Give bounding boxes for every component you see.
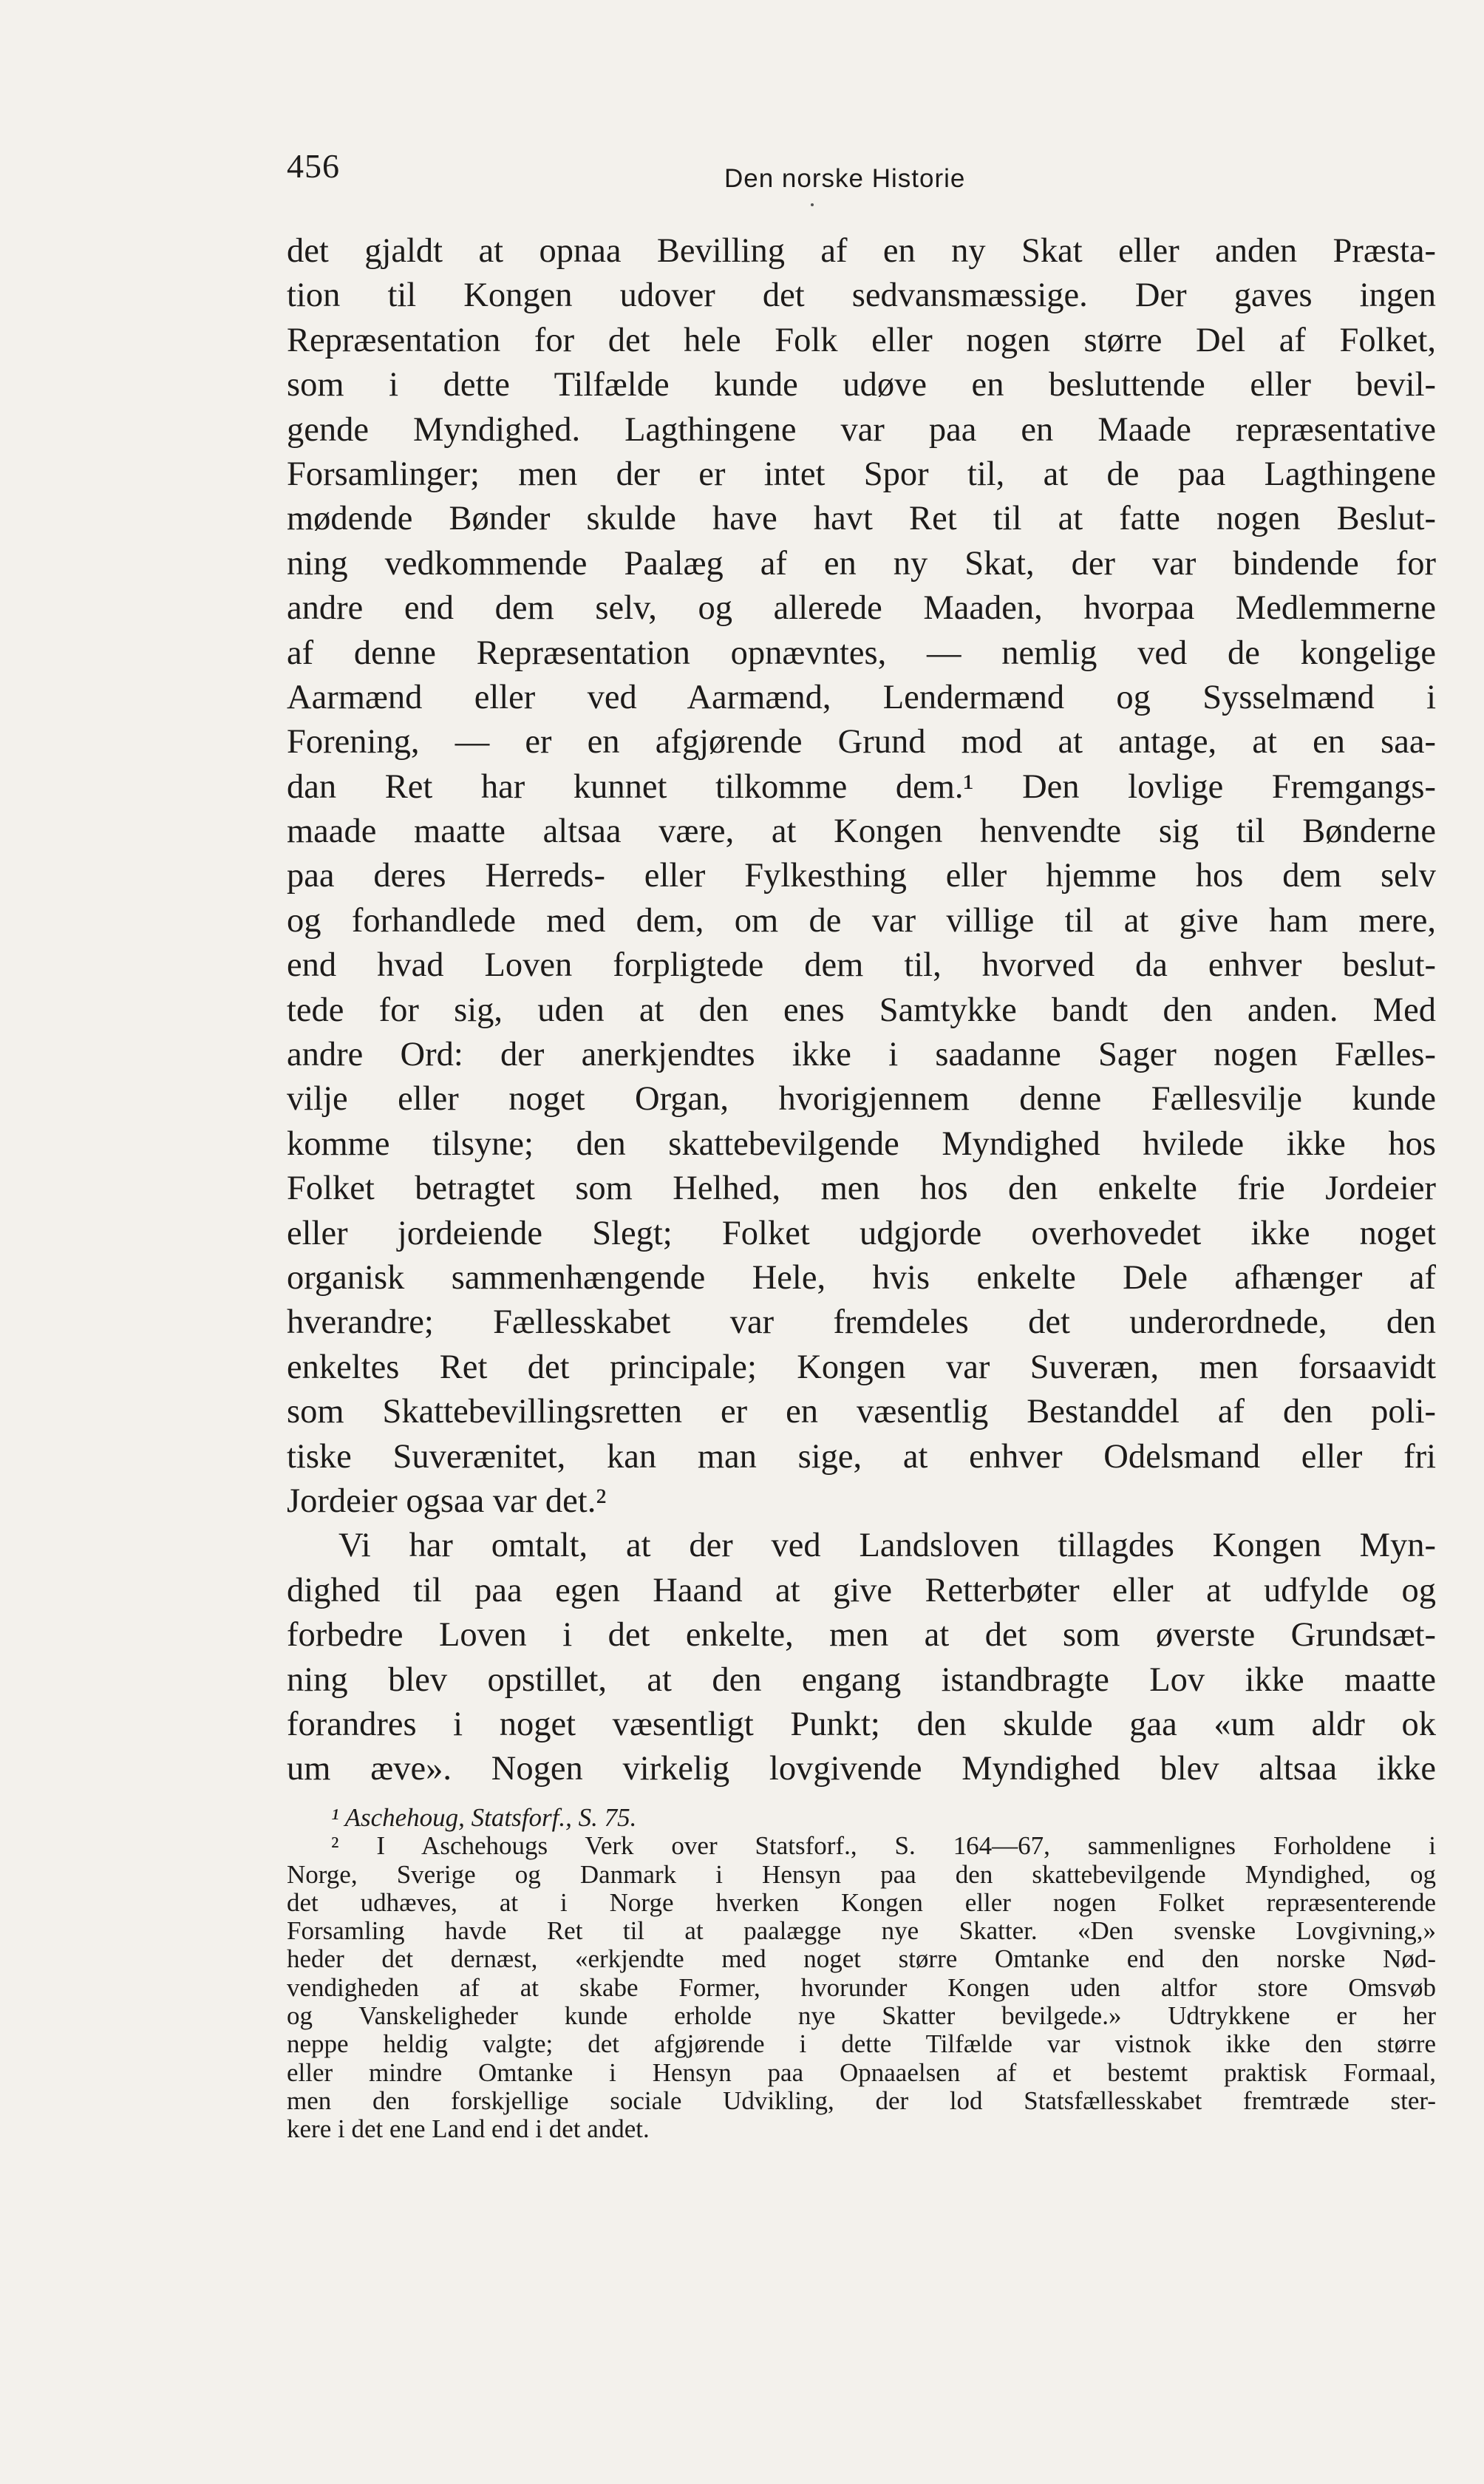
footnote-2-line: og Vanskeligheder kunde erholde nye Skatter bevilgede.» Udtrykkene er her [287, 2001, 1436, 2031]
body-line: maade maatte altsaa være, at Kongen henvendte sig til Bønderne [287, 812, 1436, 851]
body-line: ning vedkommende Paalæg af en ny Skat, der var bindende for [287, 544, 1436, 583]
body-line: hverandre; Fællesskabet var fremdeles det underordnede, den [287, 1303, 1436, 1342]
paragraph-start-line: Vi har omtalt, at der ved Landsloven tillagdes Kongen Myn- [338, 1527, 1436, 1565]
footnote-1: ¹ Aschehoug, Statsforf., S. 75. [331, 1803, 637, 1832]
body-line: Forening, — er en afgjørende Grund mod at antage, at en saa- [287, 723, 1436, 761]
print-speck [811, 203, 814, 206]
body-line: end hvad Loven forpligtede dem til, hvorved da enhver beslut- [287, 946, 1436, 985]
footnote-2-line: ² I Aschehougs Verk over Statsforf., S. 164—67, sammenlignes Forholdene i [331, 1831, 1436, 1861]
body-line: vilje eller noget Organ, hvorigjennem denne Fællesvilje kunde [287, 1080, 1436, 1119]
footnote-2-line: det udhæves, at i Norge hverken Kongen eller nogen Folket repræsenterende [287, 1887, 1436, 1917]
body-line: gende Myndighed. Lagthingene var paa en Maade repræsentative [287, 410, 1436, 449]
footnote-2-line: neppe heldig valgte; det afgjørende i dette Tilfælde var vistnok ikke den større [287, 2029, 1436, 2059]
body-line: um æve». Nogen virkelig lovgivende Myndighed blev altsaa ikke [287, 1750, 1436, 1788]
body-line: organisk sammenhængende Hele, hvis enkelte Dele afhænger af [287, 1258, 1436, 1297]
page-number: 456 [287, 147, 340, 185]
body-line: paa deres Herreds- eller Fylkesthing eller hjemme hos dem selv [287, 857, 1436, 895]
body-line: mødende Bønder skulde have havt Ret til at fatte nogen Beslut- [287, 500, 1436, 538]
body-line: som Skattebevillingsretten er en væsentlig Bestanddel af den poli- [287, 1393, 1436, 1431]
footnote-2-line: Norge, Sverige og Danmark i Hensyn paa den skattebevilgende Myndighed, og [287, 1859, 1436, 1889]
body-line: det gjaldt at opnaa Bevilling af en ny Skat eller anden Præsta- [287, 232, 1436, 270]
footnote-2-line: vendigheden af at skabe Former, hvorunder Kongen uden altfor store Omsvøb [287, 1972, 1436, 2002]
body-line: og forhandlede med dem, om de var villige til at give ham mere, [287, 901, 1436, 940]
body-line: enkeltes Ret det principale; Kongen var Suveræn, men forsaavidt [287, 1348, 1436, 1386]
footnote-2-line: men den forskjellige sociale Udvikling, der lod Statsfællesskabet fremtræde ster- [287, 2086, 1436, 2115]
body-line: eller jordeiende Slegt; Folket udgjorde overhovedet ikke noget [287, 1214, 1436, 1252]
footnote-2-line: eller mindre Omtanke i Hensyn paa Opnaaelsen af et bestemt praktisk Formaal, [287, 2057, 1436, 2087]
paragraph-end-line: Jordeier ogsaa var det.² [287, 1482, 607, 1520]
body-line: Aarmænd eller ved Aarmænd, Lendermænd og Sysselmænd i [287, 678, 1436, 716]
body-line: dighed til paa egen Haand at give Retterbøter eller at udfylde og [287, 1571, 1436, 1609]
footnotes [287, 1804, 1436, 2144]
footnote-2-line: kere i det ene Land end i det andet. [287, 2114, 650, 2144]
running-head: Den norske Historie [724, 164, 966, 193]
body-line: tede for sig, uden at den enes Samtykke bandt den anden. Med [287, 991, 1436, 1029]
body-line: Repræsentation for det hele Folk eller nogen større Del af Folket, [287, 321, 1436, 359]
body-line: som i dette Tilfælde kunde udøve en besluttende eller bevil- [287, 366, 1436, 404]
body-line: forandres i noget væsentligt Punkt; den skulde gaa «um aldr ok [287, 1705, 1436, 1743]
body-line: ning blev opstillet, at den engang istandbragte Lov ikke maatte [287, 1660, 1436, 1699]
body-line: forbedre Loven i det enkelte, men at det som øverste Grundsæt- [287, 1616, 1436, 1655]
body-line: tiske Suverænitet, kan man sige, at enhver Odelsmand eller fri [287, 1437, 1436, 1476]
body-line: Forsamlinger; men der er intet Spor til, at de paa Lagthingene [287, 455, 1436, 493]
body-line: komme tilsyne; den skattebevilgende Myndighed hvilede ikke hos [287, 1124, 1436, 1163]
body-line: Folket betragtet som Helhed, men hos den enkelte frie Jordeier [287, 1170, 1436, 1208]
body-line: af denne Repræsentation opnævntes, — nemlig ved de kongelige [287, 634, 1436, 672]
body-line: tion til Kongen udover det sedvansmæssige. Der gaves ingen [287, 276, 1436, 315]
body-text [287, 229, 1436, 1792]
footnote-2-line: Forsamling havde Ret til at paalægge nye Skatter. «Den svenske Lovgivning,» [287, 1916, 1436, 1946]
body-line: dan Ret har kunnet tilkomme dem.¹ Den lovlige Fremgangs- [287, 767, 1436, 806]
footnote-2-line: heder det dernæst, «erkjendte med noget større Omtanke end den norske Nød- [287, 1944, 1436, 1974]
body-line: andre end dem selv, og allerede Maaden, hvorpaa Medlemmerne [287, 589, 1436, 628]
body-line: andre Ord: der anerkjendtes ikke i saadanne Sager nogen Fælles- [287, 1036, 1436, 1074]
